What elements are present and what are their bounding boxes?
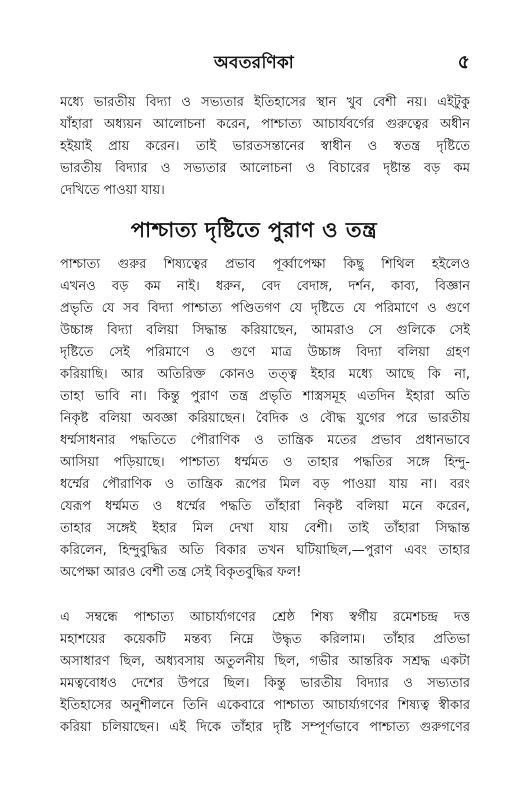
section-heading: পাশ্চাত্য দৃষ্টিতে পুরাণ ও তন্ত্র	[130, 217, 378, 242]
body-paragraph-2	[60, 607, 470, 739]
text-line: তাহা ভাবি না। কিন্তু পুরাণ তন্ত্র প্রভৃতি শাস্ত্রসমূহ এতদিন ইহারা অতি	[60, 389, 470, 404]
intro-paragraph	[60, 92, 470, 202]
text-line: মহাশয়ের কয়েকটি মন্তব্য নিম্নে উদ্ধৃত করিলাম। তাঁহার প্রতিভা	[60, 632, 470, 647]
text-line: হইয়াই প্রায় করেন। তাই ভারতসন্তানের স্বাধীন ও স্বতন্ত্র দৃষ্টিতে	[60, 139, 470, 154]
text-line: এ সম্বন্ধে পাশ্চাত্য আচার্য্যগণের শ্রেষ্ঠ শিষ্য স্বর্গীয় রমেশচন্দ্র দত্ত	[60, 610, 470, 625]
text-line: অসাধারণ ছিল, অধ্যবসায় অতুলনীয় ছিল, গভীর আন্তরিক সশ্রদ্ধ একটা	[60, 654, 470, 669]
text-line: করিয়াছি। আর অতিরিক্ত কোনও তত্ত্ব ইহার মধ্যে আছে কি না,	[60, 367, 470, 382]
text-line: এখনও বড় কম নাই। ধরুন, বেদ বেদাঙ্গ, দর্শন, কাব্য, বিজ্ঞান	[60, 279, 470, 294]
text-line: অপেক্ষা আরও বেশী তন্ত্র সেই বিকৃতবুদ্ধির ফল!	[60, 565, 302, 580]
text-line: আসিয়া পড়িয়াছে। পাশ্চাত্য ধর্ম্মমত ও তাহার পদ্ধতির সঙ্গে হিন্দু-	[60, 455, 470, 470]
text-line: দেখিতে পাওয়া যায়।	[60, 183, 165, 198]
text-line: উচ্চাঙ্গ বিদ্যা বলিয়া সিদ্ধান্ত করিয়াছেন, আমরাও সে গুলিকে সেই	[60, 323, 470, 338]
text-line: ইতিহাসের অনুশীলনে তিনি একেবারে পাশ্চাত্য আচার্য্যগণের শিষ্যত্ব স্বীকার	[60, 698, 470, 713]
chapter-title: অবতরণিকা	[213, 53, 295, 73]
text-line: যেরূপ ধর্ম্মমত ও ধর্ম্মের পদ্ধতি তাঁহারা নিকৃষ্ট বলিয়া মনে করেন,	[60, 499, 470, 514]
text-line: তাহার সঙ্গেই ইহার মিল দেখা যায় বেশী। তাই তাঁহারা সিদ্ধান্ত	[60, 521, 470, 536]
text-line: ধর্ম্মের পৌরাণিক ও তান্ত্রিক রূপের মিল বড় পাওয়া যায় না। বরং	[60, 477, 470, 492]
page-number: ৫	[457, 51, 470, 73]
text-line: করিলেন, হিন্দুবুদ্ধির অতি বিকার তখন ঘটিয়াছিল,—পুরাণ এবং তাহার	[60, 543, 470, 558]
text-line: ভারতীয় বিদ্যার ও সভ্যতার আলোচনা ও বিচারের দৃষ্টান্ত বড় কম	[60, 161, 470, 176]
text-line: মধ্যে ভারতীয় বিদ্যা ও সভ্যতার ইতিহাসের স্থান খুব বেশী নয়। এইটুকু	[60, 95, 470, 110]
text-line: প্রভৃতি যে সব বিদ্যা পাশ্চাত্য পণ্ডিতগণ যে দৃষ্টিতে যে পরিমাণে ও গুণে	[60, 301, 470, 316]
text-line: নিকৃষ্ট বলিয়া অবজ্ঞা করিয়াছেন। বৈদিক ও বৌদ্ধ যুগের পরে ভারতীয়	[60, 411, 470, 426]
text-line: পাশ্চাত্য গুরুর শিষ্যত্বের প্রভাব পূর্ব্বাপেক্ষা কিছু শিথিল হইলেও	[60, 257, 470, 272]
text-line: দৃষ্টিতে সেই পরিমাণে ও গুণে মাত্র উচ্চাঙ্গ বিদ্যা বলিয়া গ্রহণ	[60, 345, 470, 360]
text-line: করিয়া চলিয়াছেন। এই দিকে তাঁহার দৃষ্টি সম্পূর্ণভাবে পাশ্চাত্য গুরুগণের	[60, 720, 470, 735]
text-line: ধর্ম্মসাধনার পদ্ধতিতে পৌরাণিক ও তান্ত্রিক মতের প্রভাব প্রধানভাবে	[60, 433, 470, 448]
text-line: মমত্ববোধও দেশের উপরে ছিল। কিন্তু ভারতীয় বিদ্যার ও সভ্যতার	[60, 676, 470, 691]
body-paragraph-1	[60, 254, 470, 584]
text-line: যাঁহারা অধ্যয়ন আলোচনা করেন, পাশ্চাত্য আচার্যবর্গের গুরুত্বের অধীন	[60, 117, 470, 132]
running-header	[0, 50, 508, 76]
